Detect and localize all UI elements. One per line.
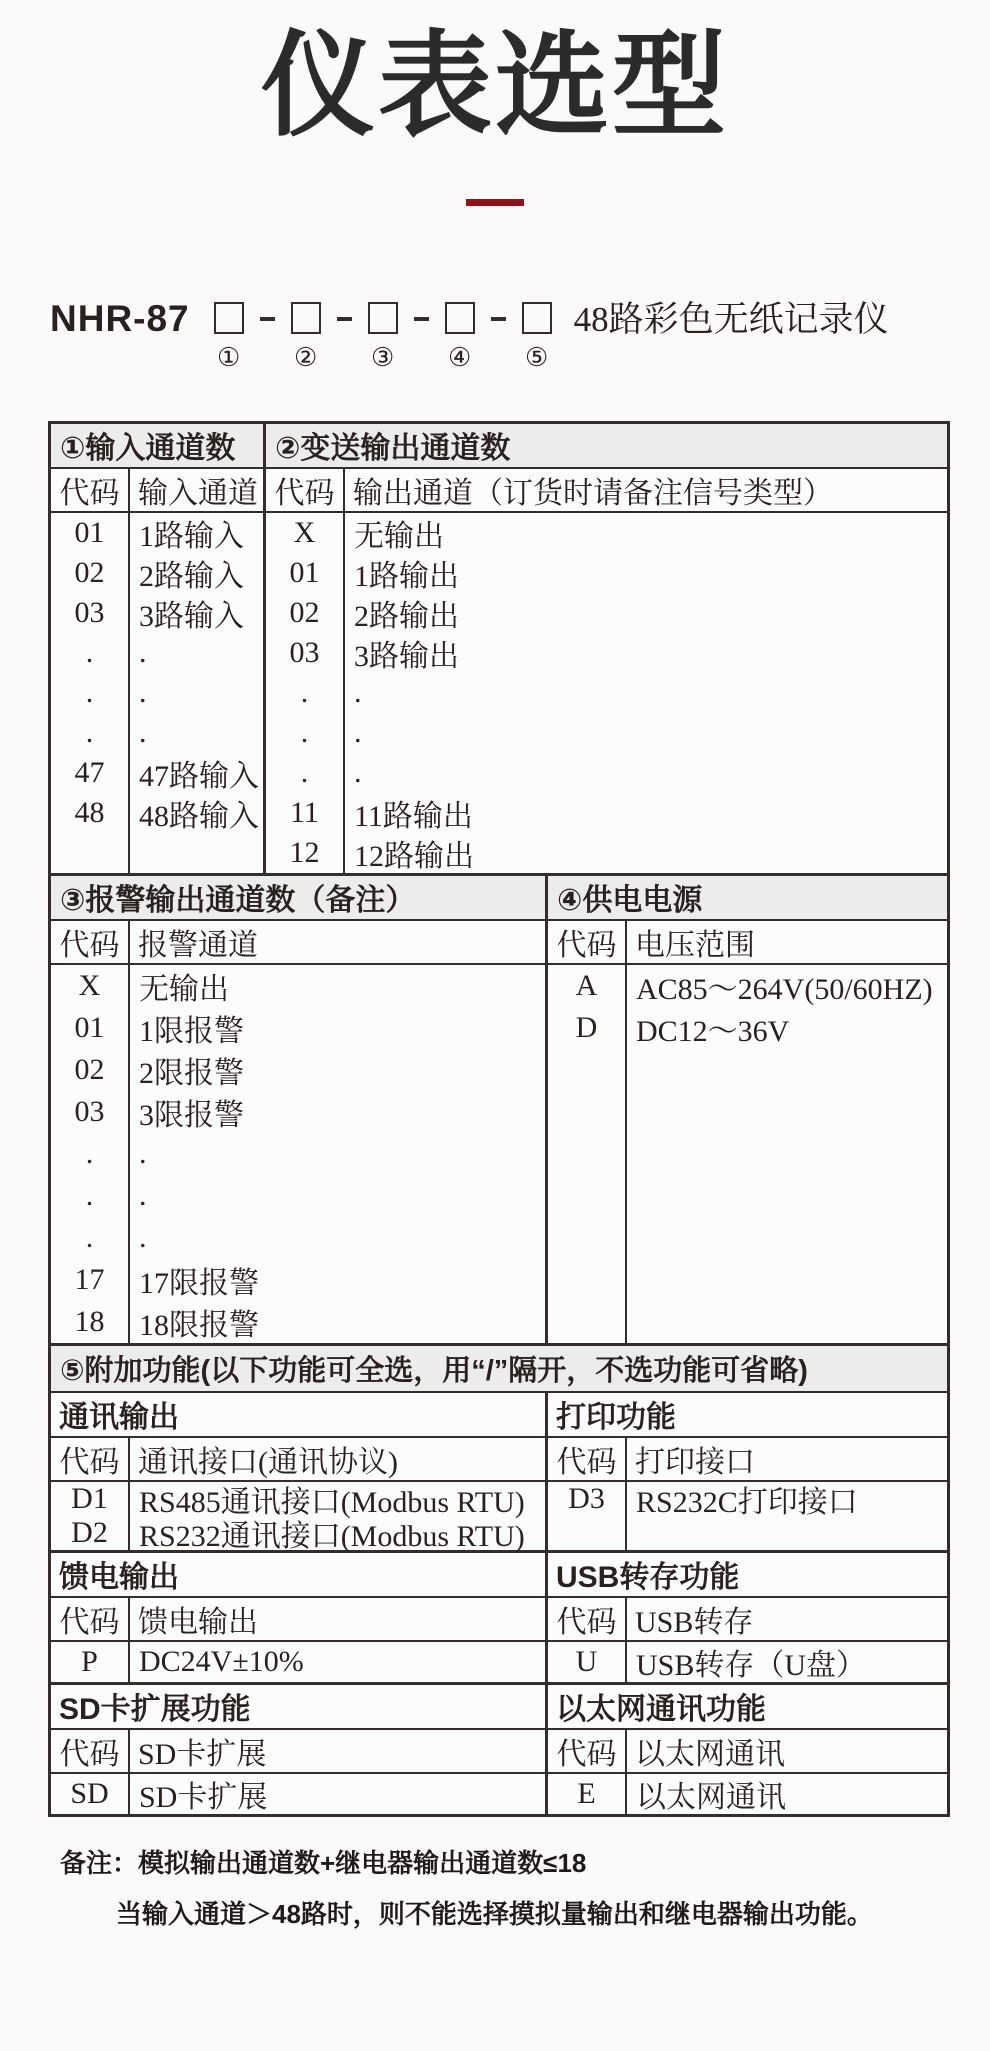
section-row-1-2 bbox=[51, 424, 947, 876]
column-header-code: 代码 bbox=[548, 1438, 627, 1480]
position-marker: ② bbox=[293, 342, 318, 372]
desc-cell: RS232通讯接口(Modbus RTU) bbox=[139, 1519, 525, 1553]
column-header-row bbox=[51, 1438, 545, 1482]
column-header-code: 代码 bbox=[51, 921, 130, 963]
desc-cell: . bbox=[354, 675, 362, 709]
column-header-code: 代码 bbox=[548, 921, 627, 963]
code-cell: . bbox=[85, 1136, 94, 1170]
code-cell: 11 bbox=[290, 795, 319, 829]
section-header: ④供电电源 bbox=[548, 876, 947, 921]
model-box bbox=[291, 302, 321, 334]
column-header-code: 代码 bbox=[51, 1438, 130, 1480]
dash-separator bbox=[260, 317, 275, 321]
desc-cell: 3路输出 bbox=[354, 639, 459, 673]
code-cell: U bbox=[575, 1644, 598, 1678]
column-header-desc: SD卡扩展 bbox=[138, 1737, 267, 1771]
code-cell: . bbox=[85, 635, 94, 669]
code-cell: 03 bbox=[289, 635, 320, 669]
code-cell: X bbox=[78, 968, 101, 1002]
section-input-channels bbox=[51, 424, 266, 873]
desc-cell: . bbox=[139, 715, 147, 749]
column-header-code: 代码 bbox=[266, 469, 345, 511]
column-header-desc: USB转存 bbox=[635, 1605, 754, 1639]
column-header-code: 代码 bbox=[51, 469, 130, 511]
desc-cell: . bbox=[354, 715, 362, 749]
column-header-row bbox=[51, 1730, 545, 1774]
page-title: 仪表选型 bbox=[260, 23, 729, 150]
code-cell: 02 bbox=[74, 555, 105, 589]
position-marker: ④ bbox=[447, 342, 472, 372]
desc-cell: 1限报警 bbox=[139, 1014, 244, 1048]
dash-separator bbox=[414, 317, 429, 321]
code-cell: 18 bbox=[74, 1304, 105, 1338]
code-cell: 02 bbox=[74, 1052, 105, 1086]
selection-table bbox=[48, 421, 950, 1817]
code-cell: D3 bbox=[568, 1481, 605, 1515]
desc-cell: 2路输出 bbox=[354, 599, 459, 633]
section-power-supply bbox=[548, 876, 947, 1343]
desc-column bbox=[130, 965, 545, 1343]
section-header: ③报警输出通道数（备注） bbox=[51, 876, 545, 921]
desc-cell: 无输出 bbox=[354, 519, 444, 553]
table-body bbox=[51, 965, 545, 1343]
code-cell: . bbox=[300, 715, 309, 749]
code-cell: . bbox=[300, 675, 309, 709]
code-cell: 47 bbox=[74, 755, 105, 789]
code-cell: E bbox=[577, 1776, 596, 1810]
section-additional-functions bbox=[51, 1346, 947, 1814]
code-cell: 01 bbox=[74, 1010, 105, 1044]
desc-cell: 17限报警 bbox=[139, 1266, 259, 1300]
code-column bbox=[548, 965, 627, 1343]
model-slot-2 bbox=[291, 302, 321, 371]
desc-cell: 3限报警 bbox=[139, 1098, 244, 1132]
model-box bbox=[214, 302, 244, 334]
subsection-header: 通讯输出 bbox=[51, 1393, 545, 1438]
table-body bbox=[51, 1481, 545, 1553]
code-cell: P bbox=[81, 1644, 98, 1678]
desc-column bbox=[130, 1774, 545, 1814]
model-slot-1 bbox=[214, 302, 244, 371]
table-body bbox=[548, 1774, 947, 1814]
table-usb bbox=[548, 1553, 947, 1682]
table-body bbox=[548, 965, 947, 1343]
code-cell: 02 bbox=[289, 595, 320, 629]
model-suffix: 48路彩色无纸记录仪 bbox=[573, 299, 889, 339]
desc-cell: 1路输入 bbox=[139, 519, 244, 553]
table-body bbox=[548, 1642, 947, 1682]
model-box bbox=[445, 302, 475, 334]
code-cell: SD bbox=[70, 1776, 109, 1810]
code-column bbox=[266, 513, 345, 873]
model-prefix: NHR-87 bbox=[50, 297, 190, 339]
subsection-header: 以太网通讯功能 bbox=[548, 1685, 947, 1730]
position-marker: ⑤ bbox=[524, 342, 549, 372]
code-cell: . bbox=[85, 1220, 94, 1254]
desc-cell: . bbox=[139, 1136, 147, 1170]
model-slot-4 bbox=[445, 302, 475, 371]
column-header-desc: 馈电输出 bbox=[138, 1605, 258, 1639]
section-transmit-output bbox=[266, 424, 947, 873]
code-column bbox=[548, 1642, 627, 1682]
column-header-desc: 通讯接口(通讯协议) bbox=[138, 1445, 398, 1479]
row-sd-ethernet bbox=[51, 1685, 947, 1814]
column-header-row bbox=[51, 1598, 545, 1642]
column-header-row bbox=[266, 469, 947, 513]
notes bbox=[60, 1843, 990, 1931]
note-line-1: 备注：模拟输出通道数+继电器输出通道数≤18 bbox=[60, 1847, 587, 1878]
code-cell: A bbox=[575, 968, 598, 1002]
row-feed-usb bbox=[51, 1553, 947, 1685]
table-comm-output bbox=[51, 1393, 548, 1553]
code-column bbox=[548, 1774, 627, 1814]
column-header-code: 代码 bbox=[51, 1598, 130, 1640]
model-code-line bbox=[50, 297, 990, 372]
desc-cell: 18限报警 bbox=[139, 1308, 259, 1342]
subsection-header: 馈电输出 bbox=[51, 1553, 545, 1598]
desc-cell: 无输出 bbox=[139, 972, 229, 1006]
table-body bbox=[51, 1774, 545, 1814]
code-cell: X bbox=[293, 515, 316, 549]
desc-cell: 11路输出 bbox=[354, 799, 473, 833]
code-cell: D2 bbox=[71, 1515, 108, 1549]
desc-cell: 3路输入 bbox=[139, 599, 244, 633]
desc-cell: RS485通讯接口(Modbus RTU) bbox=[139, 1485, 525, 1519]
column-header-row bbox=[51, 921, 545, 965]
model-slot-3 bbox=[368, 302, 398, 371]
desc-cell: 1路输出 bbox=[354, 559, 459, 593]
desc-cell: 47路输入 bbox=[139, 759, 259, 793]
code-column bbox=[51, 1482, 130, 1550]
code-cell: 17 bbox=[74, 1262, 105, 1296]
dash-separator bbox=[491, 317, 506, 321]
desc-cell: AC85～264V(50/60HZ) bbox=[636, 972, 933, 1006]
code-cell: D bbox=[575, 1010, 598, 1044]
desc-column bbox=[130, 1482, 545, 1553]
table-print bbox=[548, 1393, 947, 1550]
desc-column bbox=[627, 965, 947, 1343]
column-header-row bbox=[548, 1730, 947, 1774]
desc-column bbox=[627, 1482, 947, 1550]
table-body bbox=[51, 1642, 545, 1682]
model-box bbox=[522, 302, 552, 334]
desc-cell: RS232C打印接口 bbox=[636, 1485, 858, 1519]
code-cell: 48 bbox=[74, 795, 105, 829]
code-cell: . bbox=[85, 675, 94, 709]
code-column bbox=[548, 1482, 627, 1550]
desc-column bbox=[345, 513, 947, 873]
model-slot-5 bbox=[522, 302, 552, 371]
desc-cell: 2限报警 bbox=[139, 1056, 244, 1090]
code-column bbox=[51, 513, 130, 873]
code-cell: 01 bbox=[74, 515, 105, 549]
table-ethernet bbox=[548, 1685, 947, 1814]
note-line-2: 当输入通道＞48路时，则不能选择摸拟量输出和继电器输出功能。 bbox=[116, 1898, 873, 1929]
desc-cell: 2路输入 bbox=[139, 559, 244, 593]
code-cell: D1 bbox=[71, 1481, 108, 1515]
code-cell: 01 bbox=[289, 555, 320, 589]
desc-cell: . bbox=[139, 635, 147, 669]
section-row-3-4 bbox=[51, 876, 947, 1346]
desc-cell: SD卡扩展 bbox=[139, 1780, 268, 1814]
section-header: ⑤附加功能(以下功能可全选，用“/”隔开，不选功能可省略) bbox=[51, 1346, 947, 1393]
table-body bbox=[51, 513, 263, 873]
desc-cell: DC24V±10% bbox=[139, 1644, 304, 1678]
column-header-code: 代码 bbox=[51, 1730, 130, 1772]
column-header-code: 代码 bbox=[548, 1598, 627, 1640]
column-header-row bbox=[548, 1598, 947, 1642]
desc-column bbox=[627, 1642, 947, 1682]
position-marker: ① bbox=[216, 342, 241, 372]
desc-cell: . bbox=[139, 675, 147, 709]
dash-separator bbox=[337, 317, 352, 321]
code-cell: 03 bbox=[74, 595, 105, 629]
column-header-row bbox=[548, 921, 947, 965]
subsection-header: 打印功能 bbox=[548, 1393, 947, 1438]
desc-cell: 48路输入 bbox=[139, 799, 259, 833]
column-header-code: 代码 bbox=[548, 1730, 627, 1772]
desc-cell: 以太网通讯 bbox=[636, 1780, 786, 1814]
subsection-header: SD卡扩展功能 bbox=[51, 1685, 545, 1730]
row-comm-print bbox=[51, 1393, 947, 1553]
column-header-desc: 电压范围 bbox=[635, 928, 755, 962]
table-sd bbox=[51, 1685, 548, 1814]
desc-column bbox=[130, 513, 263, 873]
section-header: ②变送输出通道数 bbox=[266, 424, 947, 469]
code-column bbox=[51, 1642, 130, 1682]
table-feed-output bbox=[51, 1553, 548, 1682]
desc-column bbox=[627, 1774, 947, 1814]
column-header-desc: 报警通道 bbox=[138, 928, 258, 962]
code-column bbox=[51, 965, 130, 1343]
position-marker: ③ bbox=[370, 342, 395, 372]
table-body bbox=[266, 513, 947, 873]
column-header-row bbox=[548, 1438, 947, 1482]
table-body bbox=[548, 1482, 947, 1550]
desc-column bbox=[130, 1642, 545, 1682]
desc-cell: 12路输出 bbox=[354, 839, 474, 873]
column-header-desc: 输入通道 bbox=[138, 476, 258, 510]
desc-cell: . bbox=[139, 1220, 147, 1254]
column-header-desc: 以太网通讯 bbox=[635, 1737, 785, 1771]
desc-cell: USB转存（U盘） bbox=[636, 1648, 867, 1682]
code-cell: . bbox=[300, 755, 309, 789]
column-header-desc: 输出通道（订货时请备注信号类型） bbox=[353, 476, 833, 510]
code-cell: 03 bbox=[74, 1094, 105, 1128]
column-header-row bbox=[51, 469, 263, 513]
code-cell: . bbox=[85, 715, 94, 749]
column-header-desc: 打印接口 bbox=[635, 1445, 755, 1479]
code-cell: 12 bbox=[289, 835, 320, 869]
subsection-header: USB转存功能 bbox=[548, 1553, 947, 1598]
model-box bbox=[368, 302, 398, 334]
section-header: ①输入通道数 bbox=[51, 424, 263, 469]
accent-dash bbox=[466, 199, 524, 206]
code-column bbox=[51, 1774, 130, 1814]
section-alarm-output bbox=[51, 876, 548, 1343]
desc-cell: . bbox=[139, 1178, 147, 1212]
code-cell: . bbox=[85, 1178, 94, 1212]
desc-cell: DC12～36V bbox=[636, 1014, 790, 1048]
desc-cell: . bbox=[354, 755, 362, 789]
